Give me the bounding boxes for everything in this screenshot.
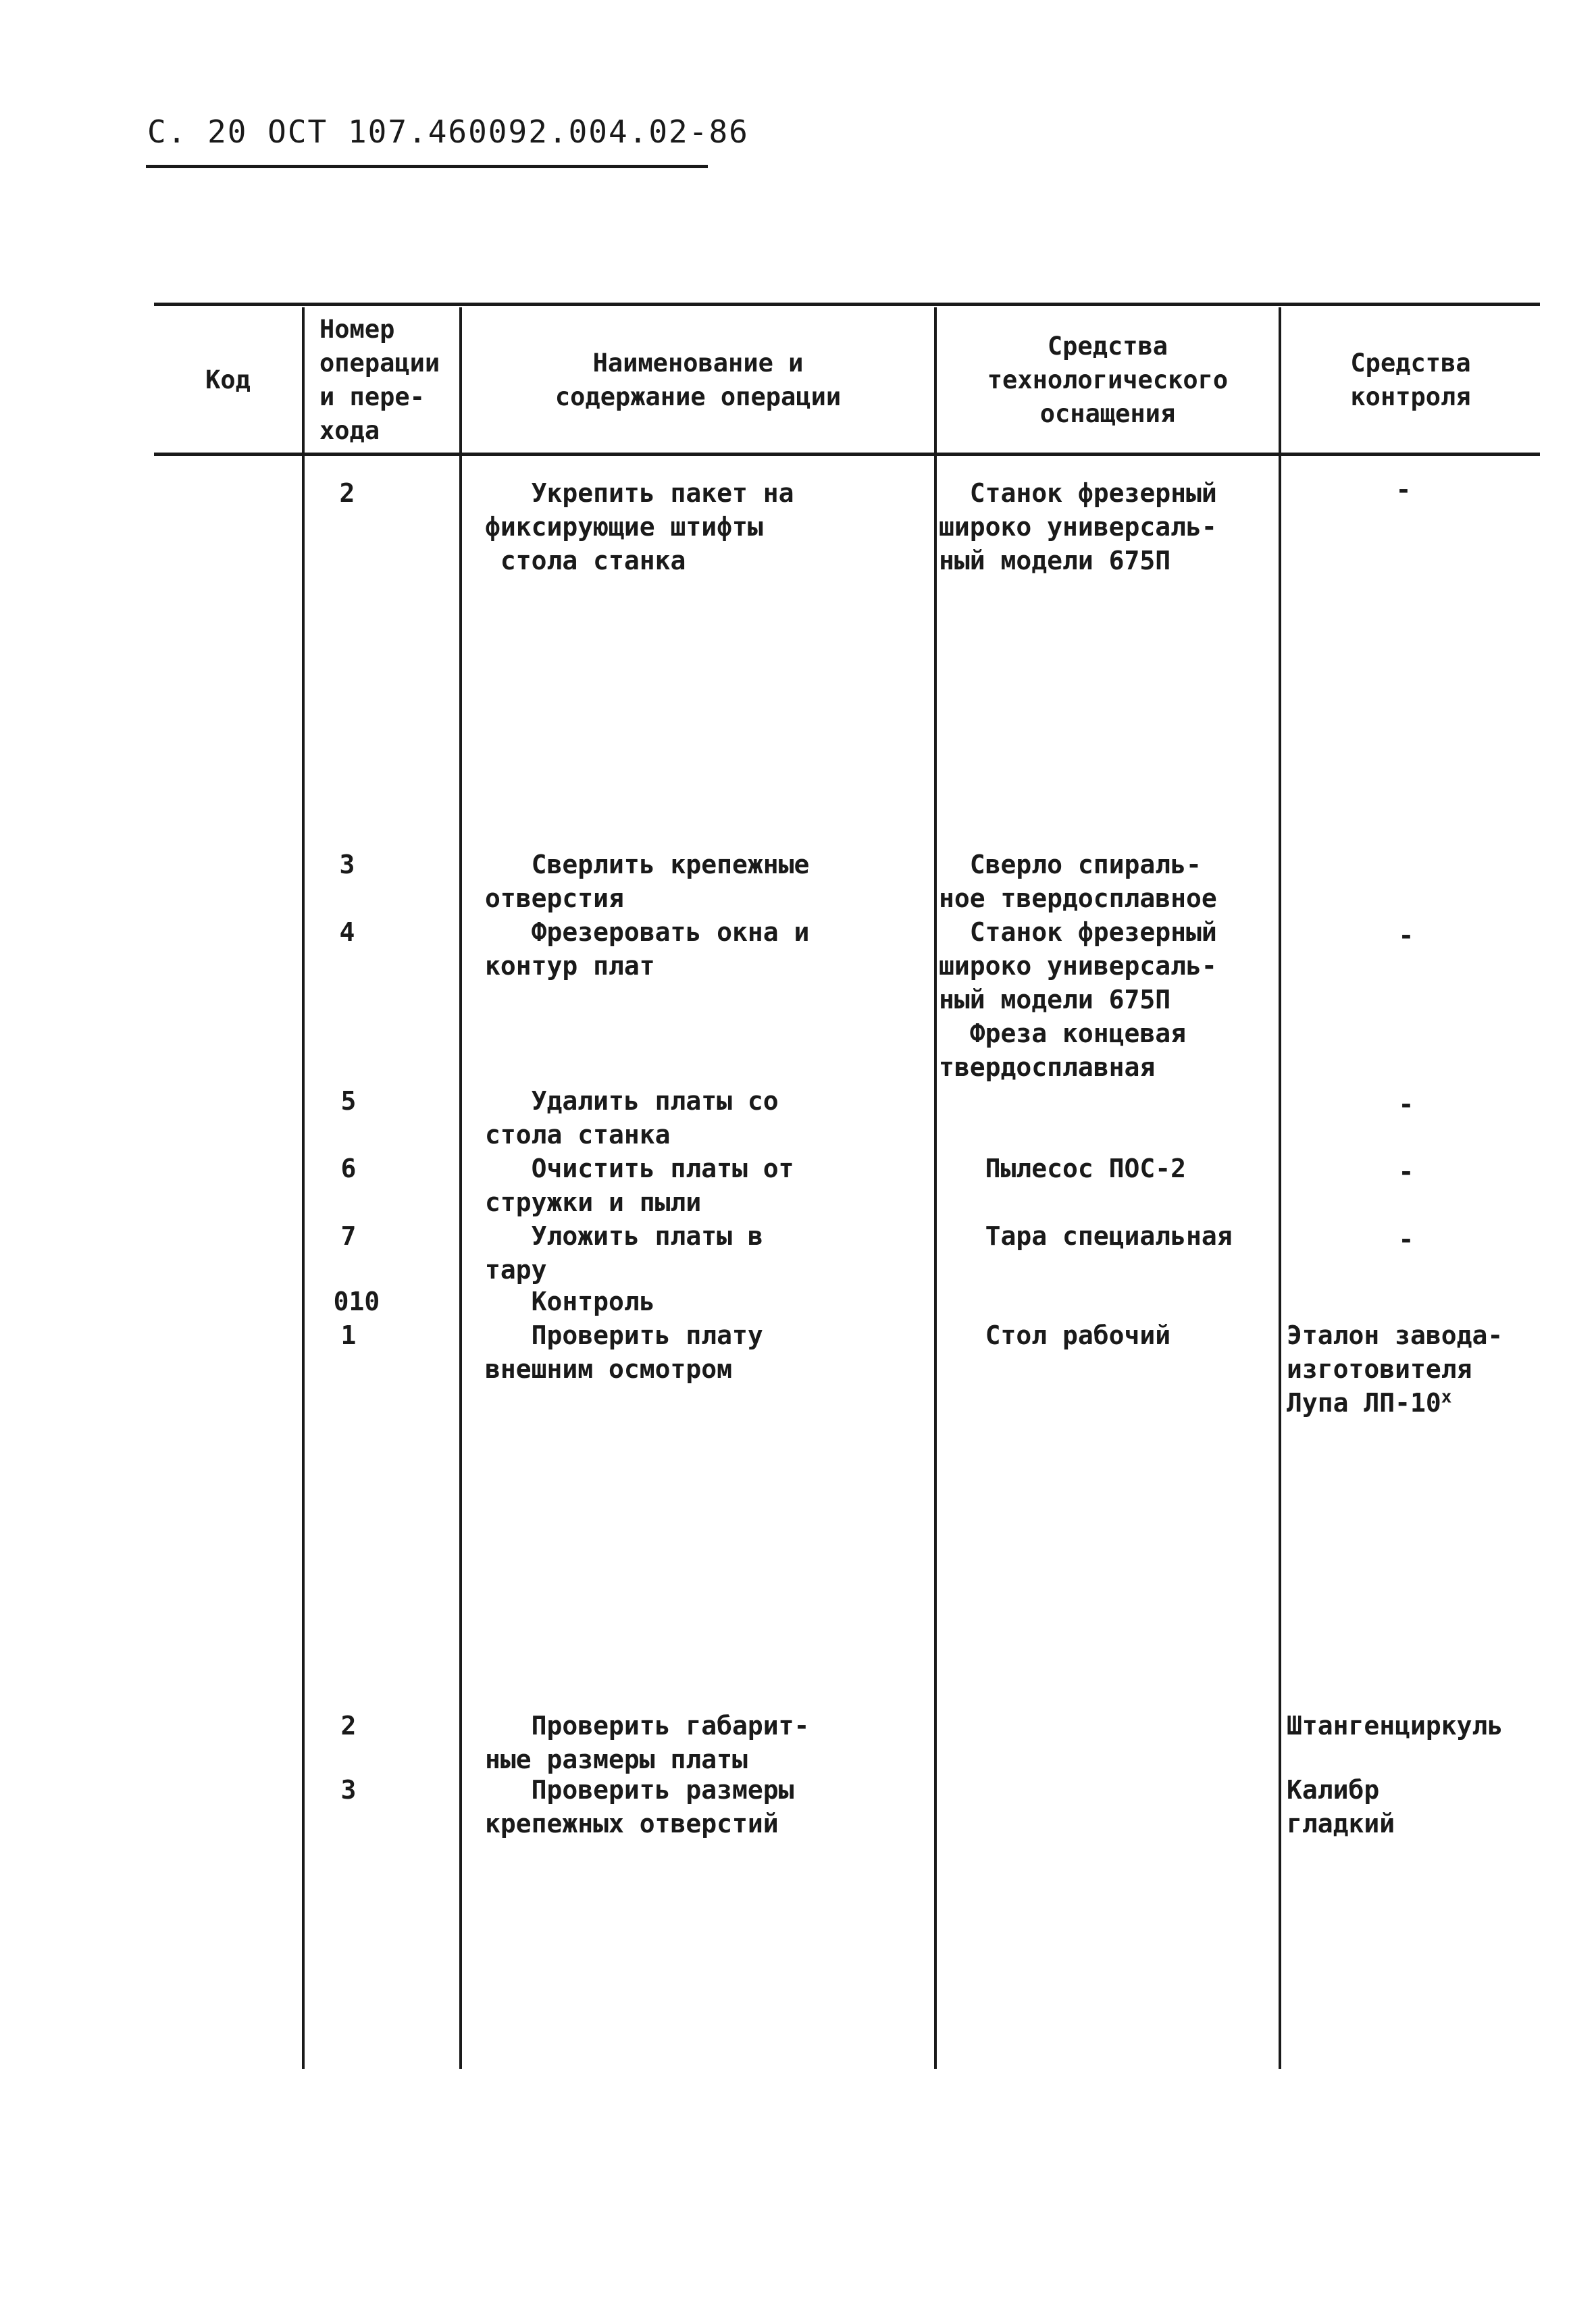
row-control-means: -	[1398, 1225, 1414, 1254]
row-tech-means: Стол рабочий	[939, 1320, 1171, 1350]
row-control-means: Штангенциркуль	[1287, 1711, 1503, 1741]
row-op-number: 3	[339, 850, 355, 879]
row-op-text: Укрепить пакет на фиксирующие штифты стола станка	[485, 478, 794, 575]
row-op-number: 2	[340, 1711, 357, 1741]
header-tech-means: Средства технологического оснащения	[987, 332, 1229, 428]
row-op-number: 1	[340, 1320, 357, 1350]
row-tech-means: Пылесос ПОС-2	[939, 1154, 1187, 1183]
row-op-text: Уложить платы в тару	[485, 1221, 763, 1285]
row-op-text: Проверить плату внешним осмотром	[485, 1320, 763, 1384]
header-op-number: Номер операции и пере- хода	[319, 315, 440, 445]
row-op-text: Сверлить крепежные отверстия	[485, 850, 810, 913]
row-tech-means: Тара специальная	[939, 1221, 1233, 1251]
page-header: С. 20 ОСТ 107.460092.004.02-86	[147, 113, 749, 150]
column-divider	[302, 307, 305, 2069]
row-tech-means: Сверло спираль- ное твердосплавное	[939, 850, 1217, 913]
header-op-name: Наименование и содержание операции	[555, 349, 842, 411]
header-code: Код	[205, 365, 251, 394]
row-control-means: -	[1395, 475, 1412, 505]
row-op-number: 010	[333, 1287, 380, 1316]
row-op-number: 4	[339, 917, 355, 947]
row-op-text: Удалить платы со стола станка	[485, 1086, 779, 1150]
header-underline	[146, 165, 708, 168]
column-divider	[934, 307, 937, 2069]
row-op-number: 7	[340, 1221, 357, 1251]
row-control-means: -	[1398, 1157, 1414, 1187]
row-op-text: Контроль	[485, 1287, 655, 1316]
column-divider	[459, 307, 462, 2069]
column-divider	[1279, 307, 1281, 2069]
row-op-number: 6	[340, 1154, 357, 1183]
row-tech-means: Станок фрезерный широко универсаль- ный модели 675П	[939, 478, 1217, 575]
control-text: Эталон завода- изготовителя Лупа ЛП-10	[1287, 1320, 1503, 1418]
row-op-text: Очистить платы от стружки и пыли	[485, 1154, 794, 1217]
row-control-means: Калибр гладкий	[1287, 1775, 1395, 1839]
row-op-text: Проверить габарит- ные размеры платы	[485, 1711, 810, 1774]
row-op-text: Фрезеровать окна и контур плат	[485, 917, 810, 981]
row-op-number: 5	[340, 1086, 357, 1116]
row-control-means: -	[1398, 1089, 1414, 1119]
row-op-number: 3	[340, 1775, 357, 1805]
row-tech-means: Станок фрезерный широко универсаль- ный модели 675П Фреза концевая твердосплавная	[939, 917, 1217, 1082]
row-control-means: -	[1398, 921, 1414, 950]
control-superscript: х	[1441, 1387, 1452, 1408]
header-control-means: Средства контроля	[1350, 349, 1471, 411]
row-op-text: Проверить размеры крепежных отверстий	[485, 1775, 794, 1839]
row-control-means	[1287, 1318, 1503, 1420]
row-op-number: 2	[339, 478, 355, 508]
